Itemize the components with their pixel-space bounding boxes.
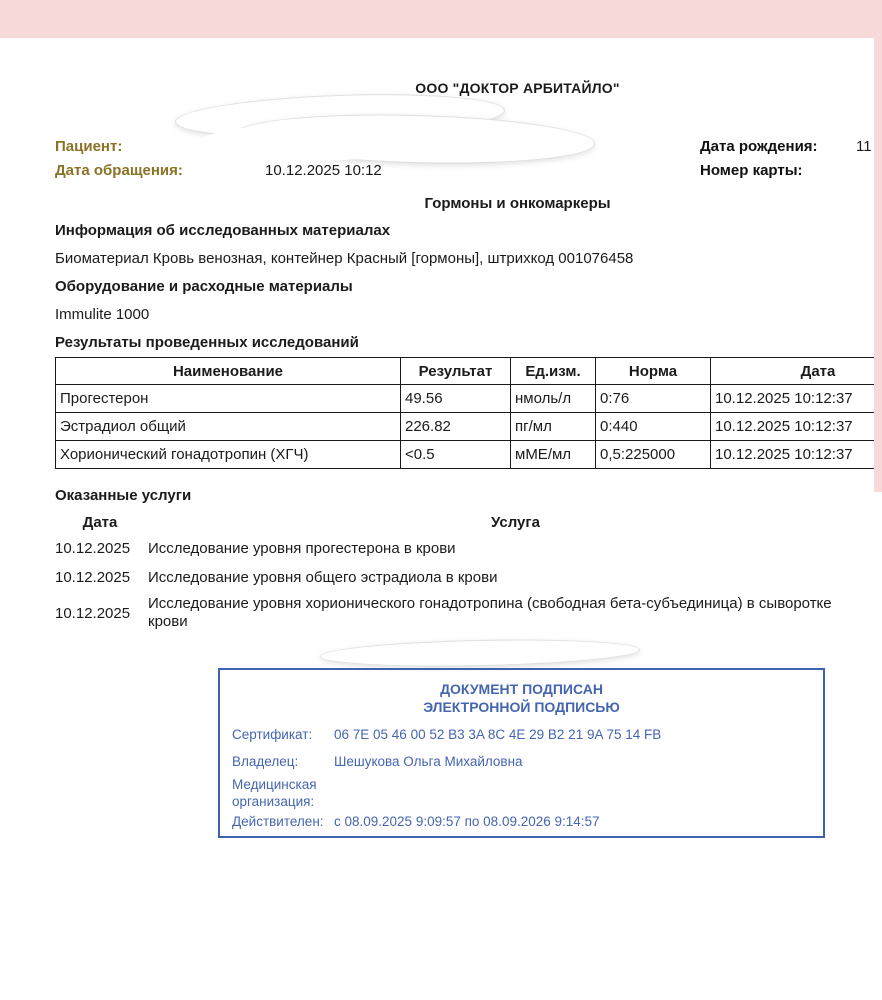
results-heading: Результаты проведенных исследований [55,334,359,351]
result-norm: 0:440 [596,413,711,441]
equipment-text: Immulite 1000 [55,306,150,323]
background-strip-top [0,0,882,38]
service-date: 10.12.2025 [55,540,131,557]
clinic-name: ООО "ДОКТОР АРБИТАЙЛО" [415,80,620,96]
background-strip-right [874,0,882,492]
signature-title-line1: ДОКУМЕНТ ПОДПИСАН [440,681,603,697]
col-header-result: Результат [401,358,511,385]
patient-label: Пациент: [55,138,123,155]
card-number-label: Номер карты: [700,162,803,179]
document-page [0,38,874,1000]
services-heading: Оказанные услуги [55,487,192,504]
service-name: Исследование уровня хорионического гонадотропина (свободная бета-субъединица) в сыворотке крови [148,595,832,630]
visit-date-value: 10.12.2025 10:12 [265,162,382,179]
equipment-heading: Оборудование и расходные материалы [55,278,353,295]
result-unit: мМЕ/мл [511,441,596,469]
birth-date-value: 11 [856,138,872,155]
signature-title-line2: ЭЛЕКТРОННОЙ ПОДПИСЬЮ [423,699,620,715]
col-header-name: Наименование [56,358,401,385]
materials-heading: Информация об исследованных материалах [55,222,391,239]
result-unit: пг/мл [511,413,596,441]
result-date: 10.12.2025 10:12:37 [711,385,875,413]
patient-row [55,138,122,155]
service-date: 10.12.2025 [55,605,131,622]
owner-label: Владелец: [232,754,299,769]
valid-value: с 08.09.2025 9:09:57 по 08.09.2026 9:14:57 [334,814,600,829]
result-name: Эстрадиол общий [56,413,401,441]
birth-date-label: Дата рождения: [700,138,818,155]
certificate-label: Сертификат: [232,727,313,742]
result-unit: нмоль/л [511,385,596,413]
result-date: 10.12.2025 10:12:37 [711,413,875,441]
certificate-value: 06 7E 05 46 00 52 B3 3A 8C 4E 29 B2 21 9A 75 14 FB [334,727,662,742]
owner-value: Шешукова Ольга Михайловна [334,754,523,769]
result-name: Хорионический гонадотропин (ХГЧ) [56,441,401,469]
results-header-row [56,358,875,385]
col-header-norm: Норма [596,358,711,385]
result-norm: 0,5:225000 [596,441,711,469]
results-table [55,357,874,469]
valid-label: Действителен: [232,814,324,829]
result-value: <0.5 [401,441,511,469]
signature-box [218,668,825,838]
materials-text: Биоматериал Кровь венозная, контейнер Красный [гормоны], штрихкод 001076458 [55,250,634,267]
table-row [56,441,875,469]
result-norm: 0:76 [596,385,711,413]
col-header-unit: Ед.изм. [511,358,596,385]
result-date: 10.12.2025 10:12:37 [711,441,875,469]
redaction-scribble [320,637,640,670]
result-value: 226.82 [401,413,511,441]
result-name: Прогестерон [56,385,401,413]
table-row [56,413,875,441]
services-date-header: Дата [82,514,118,531]
service-name: Исследование уровня общего эстрадиола в крови [148,569,498,586]
service-name: Исследование уровня прогестерона в крови [148,540,456,557]
signature-title [220,680,823,716]
col-header-date: Дата [711,358,875,385]
result-value: 49.56 [401,385,511,413]
services-service-header: Услуга [491,514,540,531]
report-title: Гормоны и онкомаркеры [424,195,611,212]
organization-label: Медицинская организация: [232,777,317,809]
visit-date-label: Дата обращения: [55,162,183,179]
service-date: 10.12.2025 [55,569,131,586]
table-row [56,385,875,413]
